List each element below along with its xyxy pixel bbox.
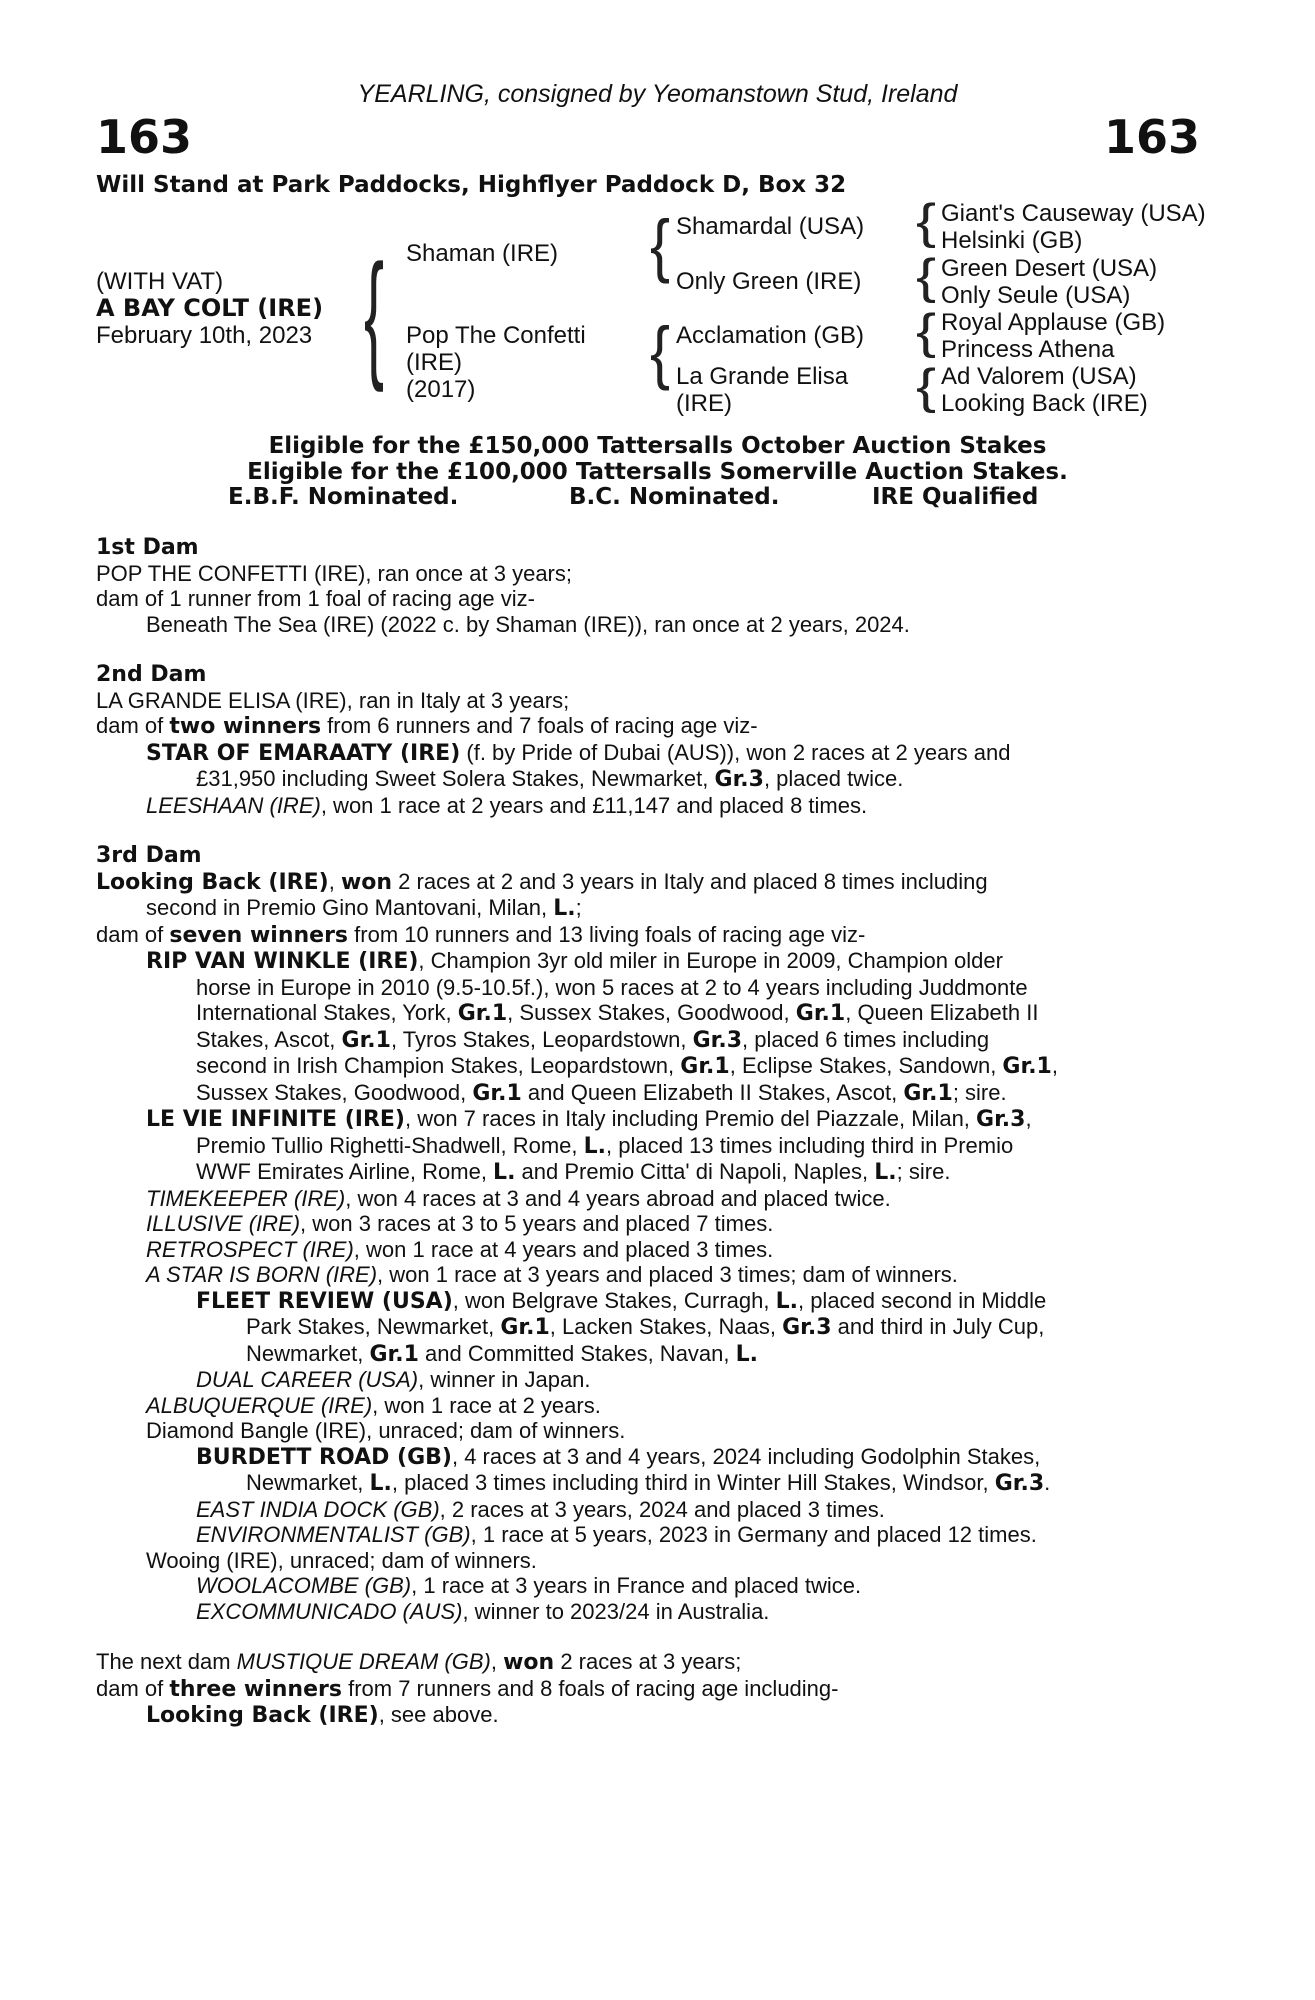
brace-dam: { [650, 312, 671, 392]
dam-line-1: Pop The Confetti [406, 322, 586, 349]
next-dam-line: dam of three winners from 7 runners and 8 foals of racing age including- [96, 1675, 839, 1702]
dsd: Princess Athena [941, 336, 1115, 363]
produce-entry: Diamond Bangle (IRE), unraced; dam of winners. [146, 1418, 626, 1443]
sds: Green Desert (USA) [941, 255, 1158, 282]
produce-record [96, 535, 1206, 1729]
first-dam-section [96, 535, 1206, 637]
produce-entry-cont: WWF Emirates Airline, Rome, L. and Premio Citta' di Napoli, Naples, L.; sire. [196, 1159, 951, 1185]
first-dam-line: POP THE CONFETTI (IRE), ran once at 3 years; [96, 560, 572, 586]
first-dam-line: dam of 1 runner from 1 foal of racing age viz- [96, 586, 535, 611]
produce-entry-cont: Stakes, Ascot, Gr.1, Tyros Stakes, Leopardstown, Gr.3, placed 6 times including [196, 1026, 990, 1053]
stand-location: Will Stand at Park Paddocks, Highflyer Paddock D, Box 32 [96, 172, 847, 198]
produce-entry: DUAL CAREER (USA), winner in Japan. [196, 1367, 591, 1392]
produce-entry: LE VIE INFINITE (IRE), won 7 races in Italy including Premio del Piazzale, Milan, Gr.3, [146, 1106, 1032, 1132]
ire-qualified: IRE Qualified [872, 484, 1039, 510]
sdd: Only Seule (USA) [941, 282, 1131, 309]
brace-ds: { [916, 303, 937, 359]
produce-entry: RETROSPECT (IRE), won 1 race at 4 years and placed 3 times. [146, 1236, 774, 1262]
ebf-nominated: E.B.F. Nominated. [228, 484, 459, 510]
produce-entry: ALBUQUERQUE (IRE), won 1 race at 2 years. [146, 1392, 601, 1418]
third-dam-section [96, 843, 1206, 1624]
brace-sd: { [916, 248, 937, 304]
eligibility-line-1: Eligible for the £150,000 Tattersalls October Auction Stakes [268, 433, 1047, 459]
dam-line-3: (2017) [406, 376, 476, 403]
produce-entry: A STAR IS BORN (IRE), won 1 race at 3 years and placed 3 times; dam of winners. [146, 1262, 958, 1287]
dam-line-2: (IRE) [406, 349, 462, 376]
produce-entry: Wooing (IRE), unraced; dam of winners. [146, 1547, 537, 1573]
sire-dam: Only Green (IRE) [676, 268, 862, 295]
catalogue-subtitle: YEARLING, consigned by Yeomanstown Stud, Ireland [357, 80, 958, 108]
next-dam-section [96, 1649, 1206, 1729]
brace-ss: { [916, 193, 937, 249]
third-dam-line: Looking Back (IRE), won 2 races at 2 and 3 years in Italy and placed 8 times including [96, 868, 988, 895]
dam-dam-line-1: La Grande Elisa [676, 363, 849, 390]
next-dam-line: The next dam MUSTIQUE DREAM (GB), won 2 races at 3 years; [96, 1649, 742, 1675]
first-dam-line: Beneath The Sea (IRE) (2022 c. by Shaman (IRE)), ran once at 2 years, 2024. [146, 611, 910, 637]
produce-entry-cont: horse in Europe in 2010 (9.5-10.5f.), won 5 races at 2 to 4 years including Juddmonte [196, 974, 1028, 1000]
produce-entry-cont: second in Irish Champion Stakes, Leopardstown, Gr.1, Eclipse Stakes, Sandown, Gr.1, [196, 1053, 1058, 1079]
produce-entry: RIP VAN WINKLE (IRE), Champion 3yr old miler in Europe in 2009, Champion older [146, 948, 1003, 974]
sire: Shaman (IRE) [406, 240, 559, 267]
produce-entry: LEESHAAN (IRE), won 1 race at 2 years and £11,147 and placed 8 times. [146, 792, 868, 818]
produce-entry-cont: International Stakes, York, Gr.1, Sussex Stakes, Goodwood, Gr.1, Queen Elizabeth II [196, 1000, 1039, 1026]
produce-entry: EXCOMMUNICADO (AUS), winner to 2023/24 in Australia. [196, 1598, 770, 1624]
produce-entry-cont: Newmarket, L., placed 3 times including third in Winter Hill Stakes, Windsor, Gr.3. [246, 1470, 1051, 1496]
third-dam-line: second in Premio Gino Mantovani, Milan, L.; [146, 895, 582, 921]
next-dam-line: Looking Back (IRE), see above. [146, 1702, 499, 1728]
vat-note: (WITH VAT) [96, 268, 224, 295]
dds: Ad Valorem (USA) [941, 363, 1137, 390]
produce-entry: TIMEKEEPER (IRE), won 4 races at 3 and 4 years abroad and placed twice. [146, 1185, 891, 1211]
produce-entry: ILLUSIVE (IRE), won 3 races at 3 to 5 years and placed 7 times. [146, 1211, 774, 1236]
brace-sire: { [650, 205, 671, 285]
eligibility-line-2: Eligible for the £100,000 Tattersalls Somerville Auction Stakes. [247, 459, 1068, 485]
brace-dd: { [916, 358, 937, 414]
dam-dam-line-2: (IRE) [676, 390, 732, 417]
foaling-date: February 10th, 2023 [96, 322, 313, 349]
bc-nominated: B.C. Nominated. [569, 484, 780, 510]
second-dam-heading: 2nd Dam [96, 662, 207, 687]
lot-number-left: 163 [96, 110, 193, 164]
dam-sire: Acclamation (GB) [676, 322, 865, 349]
third-dam-line: dam of seven winners from 10 runners and 13 living foals of racing age viz- [96, 921, 866, 948]
ssd: Helsinki (GB) [941, 227, 1083, 254]
produce-entry: ENVIRONMENTALIST (GB), 1 race at 5 years, 2023 in Germany and placed 12 times. [196, 1522, 1037, 1547]
first-dam-heading: 1st Dam [96, 535, 199, 560]
lot-name: A BAY COLT (IRE) [96, 294, 324, 322]
brace-main: { [364, 235, 385, 394]
produce-entry-cont: Park Stakes, Newmarket, Gr.1, Lacken Stakes, Naas, Gr.3 and third in July Cup, [246, 1314, 1045, 1340]
produce-entry: FLEET REVIEW (USA), won Belgrave Stakes, Curragh, L., placed second in Middle [196, 1287, 1047, 1314]
produce-entry-cont: Sussex Stakes, Goodwood, Gr.1 and Queen Elizabeth II Stakes, Ascot, Gr.1; sire. [196, 1079, 1007, 1106]
produce-entry-cont: Premio Tullio Righetti-Shadwell, Rome, L., placed 13 times including third in Premio [196, 1132, 1014, 1159]
second-dam-line: LA GRANDE ELISA (IRE), ran in Italy at 3 years; [96, 687, 570, 713]
produce-entry: WOOLACOMBE (GB), 1 race at 3 years in France and placed twice. [196, 1573, 862, 1598]
produce-entry: EAST INDIA DOCK (GB), 2 races at 3 years, 2024 and placed 3 times. [196, 1496, 885, 1522]
sss: Giant's Causeway (USA) [941, 200, 1206, 227]
sire-sire: Shamardal (USA) [676, 213, 865, 240]
produce-entry-cont: £31,950 including Sweet Solera Stakes, Newmarket, Gr.3, placed twice. [196, 766, 904, 792]
produce-entry: STAR OF EMARAATY (IRE) (f. by Pride of Dubai (AUS)), won 2 races at 2 years and [146, 739, 1011, 766]
ddd: Looking Back (IRE) [941, 390, 1148, 417]
dss: Royal Applause (GB) [941, 309, 1166, 336]
produce-entry: BURDETT ROAD (GB), 4 races at 3 and 4 years, 2024 including Godolphin Stakes, [196, 1443, 1041, 1470]
second-dam-section [96, 662, 1206, 818]
produce-entry-cont: Newmarket, Gr.1 and Committed Stakes, Navan, L. [246, 1340, 759, 1367]
second-dam-line: dam of two winners from 6 runners and 7 foals of racing age viz- [96, 713, 758, 739]
lot-number-right: 163 [1103, 110, 1200, 164]
third-dam-heading: 3rd Dam [96, 843, 202, 868]
